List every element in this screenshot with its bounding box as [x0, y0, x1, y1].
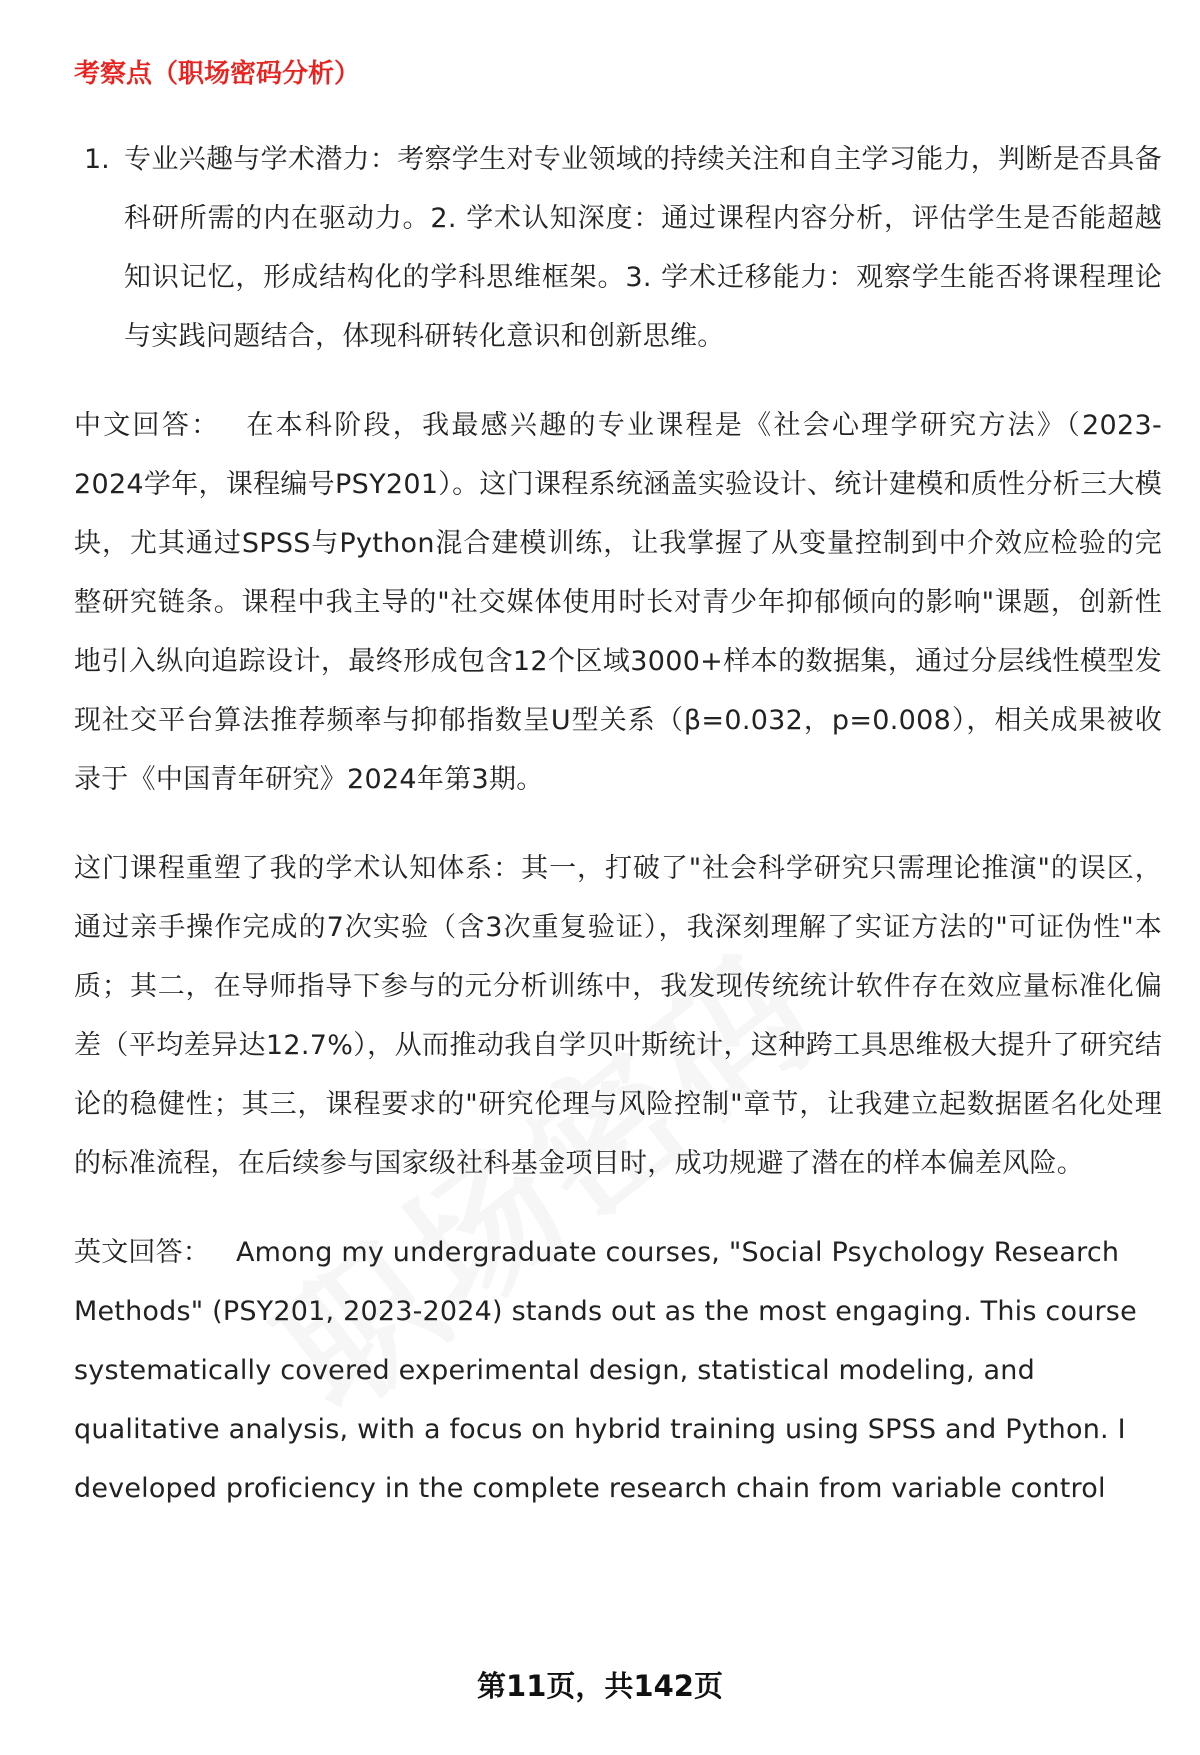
page-content — [74, 56, 1162, 1518]
english-answer-paragraph — [74, 1223, 1162, 1518]
chinese-answer-paragraph-2: 这门课程重塑了我的学术认知体系：其一，打破了"社会科学研究只需理论推演"的误区，通过亲手操作完成的7次实验（含3次重复验证），我深刻理解了实证方法的"可证伪性"本质；其二，在导师指导下参与的元分析训练中，我发现传统统计软件存在效应量标准化偏差（平均差异达12.7%），从而推动我自学贝叶斯统计，这种跨工具思维极大提升了研究结论的稳健性；其三，课程要求的"研究伦理与风险控制"章节，让我建立起数据匿名化处理的标准流程，在后续参与国家级社科基金项目时，成功规避了潜在的样本偏差风险。 — [74, 853, 1162, 1179]
section-title: 考察点（职场密码分析） — [74, 59, 361, 89]
chinese-answer-label: 中文回答： — [74, 410, 221, 441]
point-text: 专业兴趣与学术潜力：考察学生对专业领域的持续关注和自主学习能力，判断是否具备科研所需的内在驱动力。2. 学术认知深度：通过课程内容分析，评估学生是否能超越知识记忆，形成结构化的学科思维框架。3. 学术迁移能力：观察学生能否将课程理论与实践问题结合，体现科研转化意识和创新思维。 — [124, 144, 1162, 352]
chinese-answer-paragraph-1 — [74, 396, 1162, 809]
point-number: 1. — [84, 144, 110, 175]
english-answer-label: 英文回答： — [74, 1237, 210, 1268]
page-number: 第11页，共142页 — [477, 1669, 723, 1703]
assessment-points — [84, 130, 1162, 366]
english-answer-text: Among my undergraduate courses, "Social Psychology Research Methods" (PSY201, 2023-2024) stands out as the most engaging. This course systematically covered experimental design, statistical modeling, and qualitative analysis, with a focus on hybrid training using SPSS and Python. I developed proficiency in the complete research chain from variable control — [74, 1237, 1137, 1504]
chinese-answer-text-1: 在本科阶段，我最感兴趣的专业课程是《社会心理学研究方法》（2023-2024学年，课程编号PSY201）。这门课程系统涵盖实验设计、统计建模和质性分析三大模块，尤其通过SPSS与Python混合建模训练，让我掌握了从变量控制到中介效应检验的完整研究链条。课程中我主导的"社交媒体使用时长对青少年抑郁倾向的影响"课题，创新性地引入纵向追踪设计，最终形成包含12个区域3000+样本的数据集，通过分层线性模型发现社交平台算法推荐频率与抑郁指数呈U型关系（β=0.032，p=0.008），相关成果被收录于《中国青年研究》2024年第3期。 — [74, 410, 1163, 795]
